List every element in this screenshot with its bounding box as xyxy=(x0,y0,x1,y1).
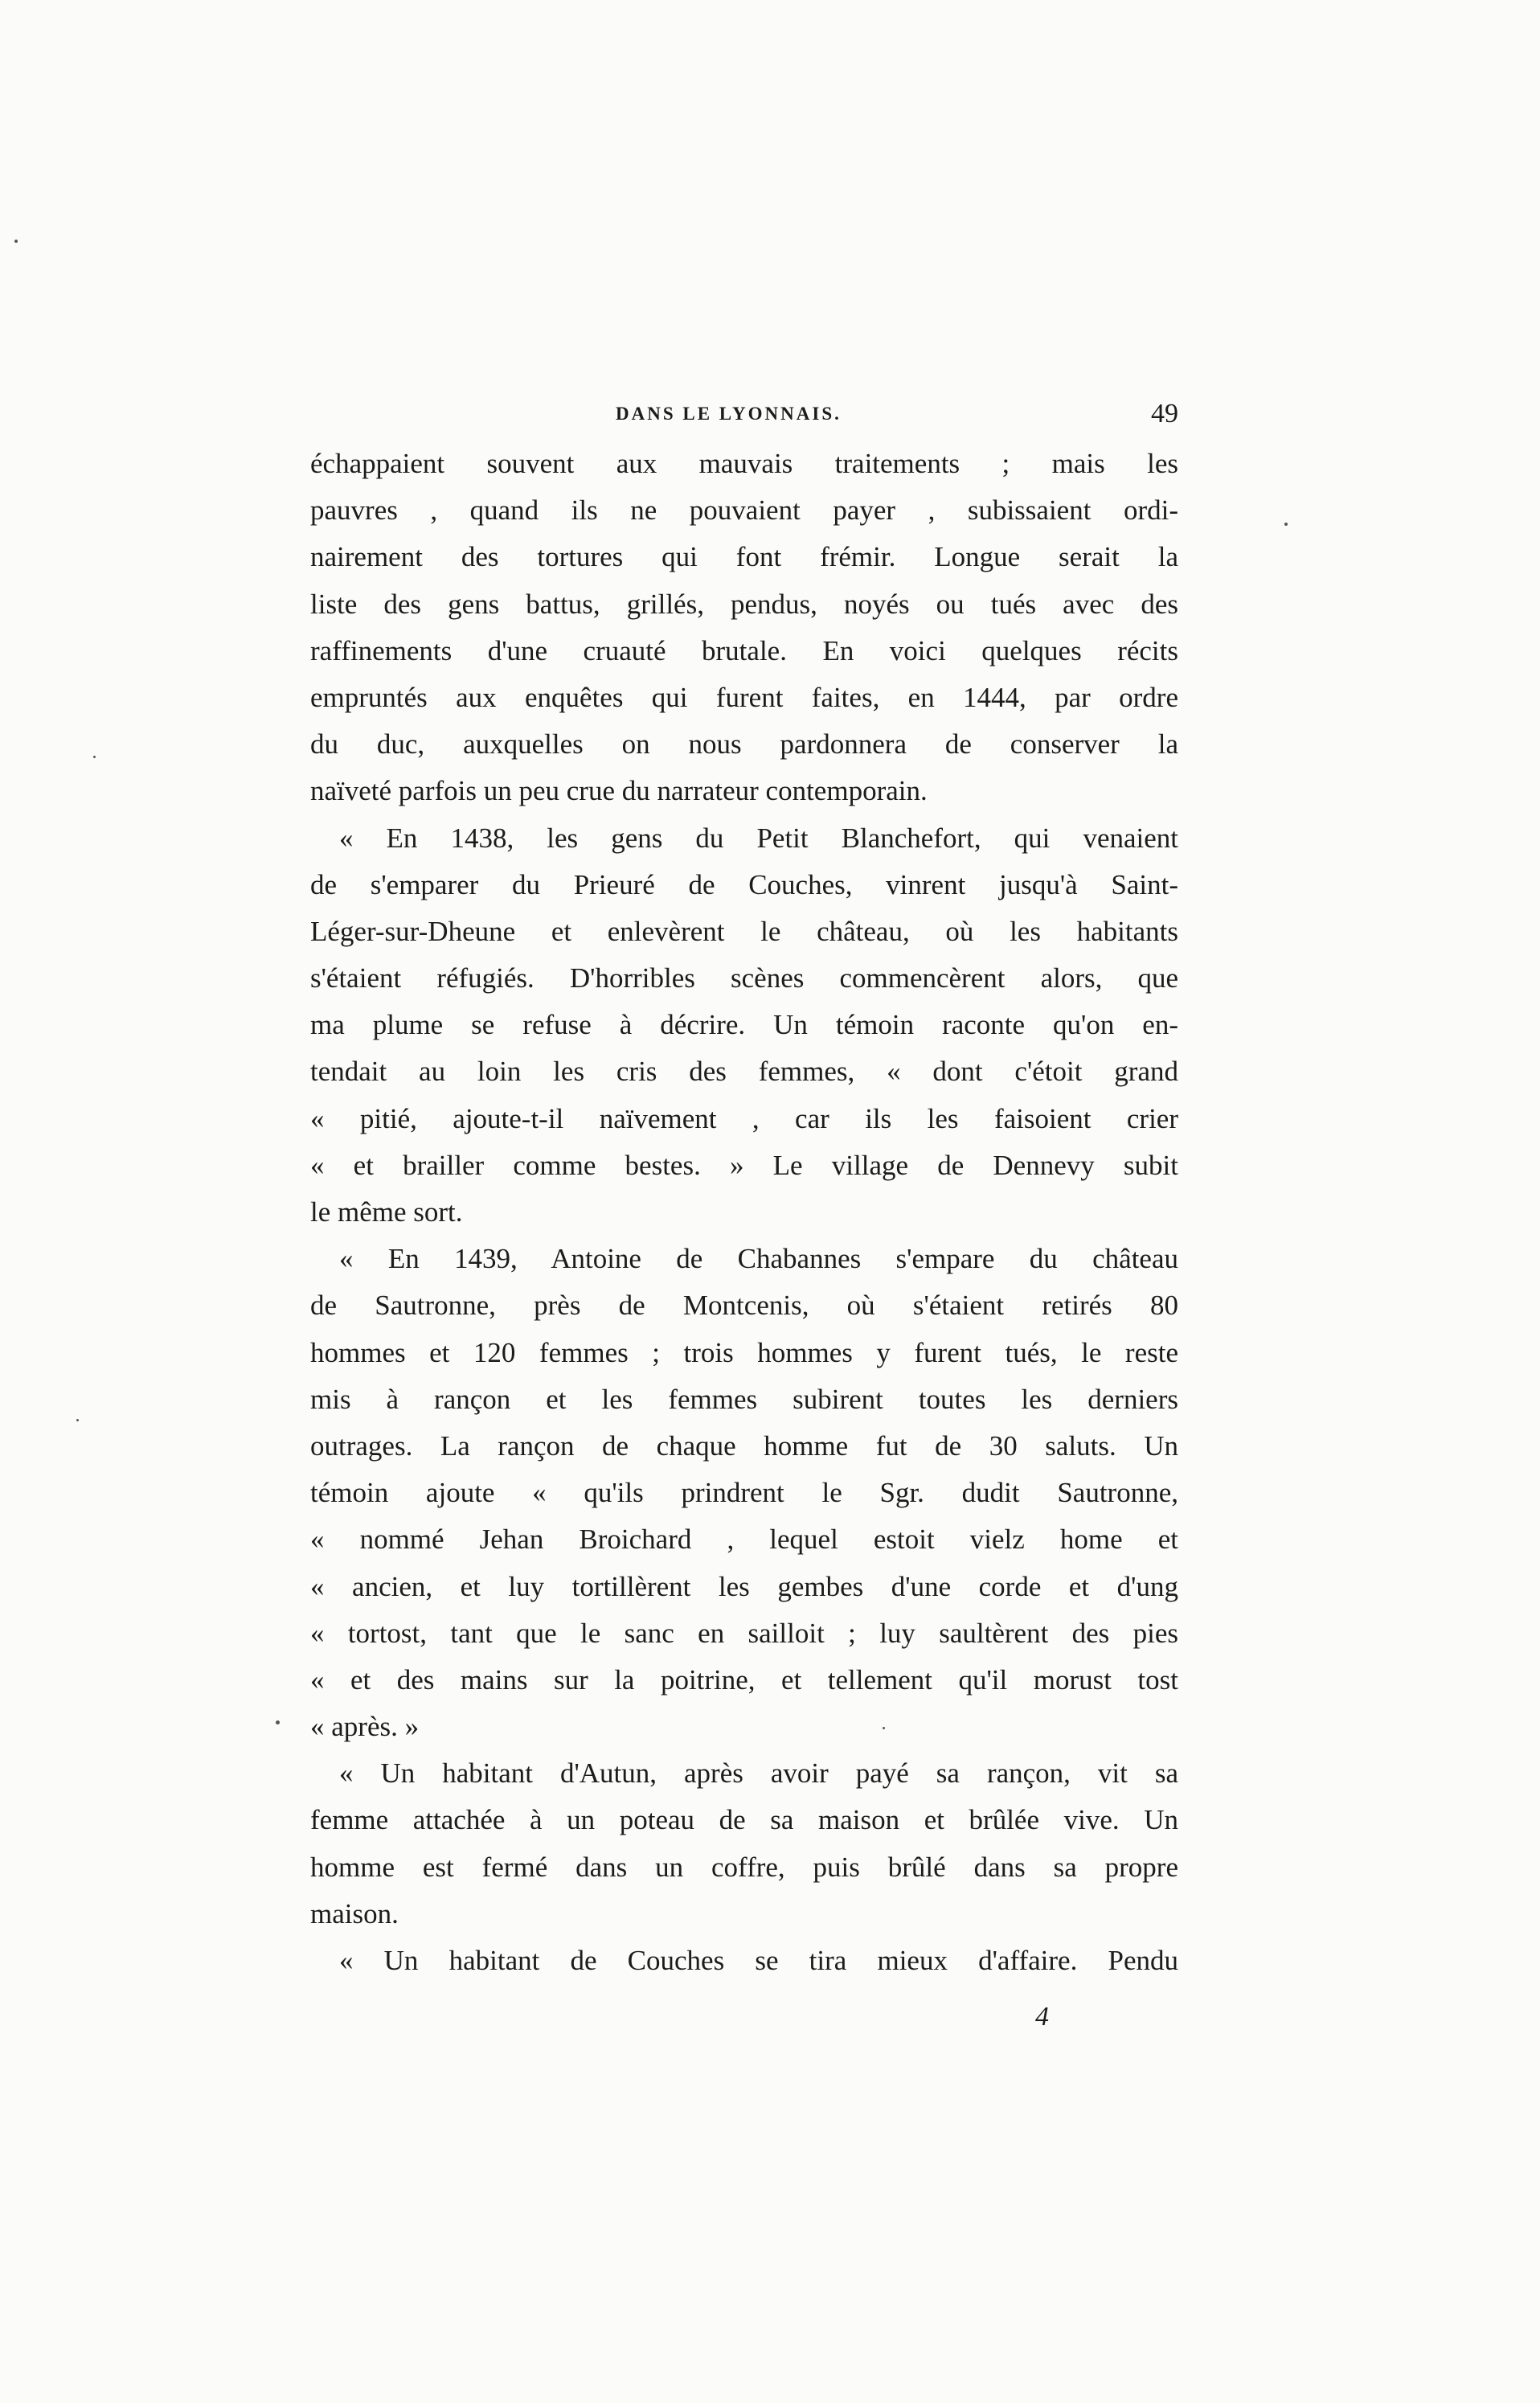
text-line: le même sort. xyxy=(310,1196,463,1228)
text-line: « après. » xyxy=(310,1711,420,1743)
text-line: témoin ajoute « qu'ils prindrent le Sgr. dudit Sautronne, xyxy=(310,1477,1178,1509)
text-line: tendait au loin les cris des femmes, « dont c'étoit grand xyxy=(310,1056,1178,1088)
text-line: du duc, auxquelles on nous pardonnera de conserver la xyxy=(310,728,1178,761)
text-line: « Un habitant de Couches se tira mieux d'affaire. Pendu xyxy=(339,1945,1178,1976)
paragraph xyxy=(310,1938,1178,1984)
running-title: DANS LE LYONNAIS. xyxy=(616,404,842,424)
scan-speck xyxy=(276,1720,280,1724)
scan-speck xyxy=(14,240,18,243)
text-line: outrages. La rançon de chaque homme fut de 30 saluts. Un xyxy=(310,1429,1178,1462)
text-line: hommes et 120 femmes ; trois hommes y furent tués, le reste xyxy=(310,1336,1178,1368)
text-line: nairement des tortures qui font frémir. Longue serait la xyxy=(310,541,1178,573)
text-line: maison. xyxy=(310,1897,399,1929)
text-line: Léger-sur-Dheune et enlevèrent le château, où les habitants xyxy=(310,915,1178,947)
text-line: « En 1438, les gens du Petit Blanchefort, qui venaient xyxy=(339,822,1178,854)
text-line: « Un habitant d'Autun, après avoir payé sa rançon, vit sa xyxy=(339,1757,1178,1790)
scan-speck xyxy=(1284,523,1288,526)
signature-mark: 4 xyxy=(1035,2002,1049,2032)
running-head xyxy=(310,399,1178,436)
paragraph xyxy=(310,815,1178,1236)
text-line: pauvres , quand ils ne pouvaient payer , subissaient ordi- xyxy=(310,494,1178,527)
text-line: empruntés aux enquêtes qui furent faites, en 1444, par ordre xyxy=(310,681,1178,713)
text-line: « et brailler comme bestes. » Le village de Dennevy subit xyxy=(310,1149,1178,1181)
text-line: « tortost, tant que le sanc en sailloit ; luy saultèrent des pies xyxy=(310,1617,1178,1649)
scan-speck xyxy=(883,1727,885,1729)
text-line: raffinements d'une cruauté brutale. En voici quelques récits xyxy=(310,634,1178,666)
text-line: naïveté parfois un peu crue du narrateur contemporain. xyxy=(310,775,928,807)
text-line: s'étaient réfugiés. D'horribles scènes commencèrent alors, que xyxy=(310,962,1178,994)
text-line: de s'emparer du Prieuré de Couches, vinrent jusqu'à Saint- xyxy=(310,868,1178,900)
text-line: « pitié, ajoute-t-il naïvement , car ils les faisoient crier xyxy=(310,1102,1178,1134)
text-line: « ancien, et luy tortillèrent les gembes d'une corde et d'ung xyxy=(310,1570,1178,1602)
text-line: échappaient souvent aux mauvais traitements ; mais les xyxy=(310,448,1178,479)
text-line: de Sautronne, près de Montcenis, où s'étaient retirés 80 xyxy=(310,1290,1178,1322)
text-line: « et des mains sur la poitrine, et tellement qu'il morust tost xyxy=(310,1663,1178,1696)
text-line: « nommé Jehan Broichard , lequel estoit vielz home et xyxy=(310,1523,1178,1556)
text-line: mis à rançon et les femmes subirent toutes les derniers xyxy=(310,1383,1178,1415)
body-text xyxy=(310,441,1178,1984)
text-line: femme attachée à un poteau de sa maison et brûlée vive. Un xyxy=(310,1804,1178,1836)
paragraph xyxy=(310,1236,1178,1750)
paragraph xyxy=(310,441,1178,815)
text-line: liste des gens battus, grillés, pendus, noyés ou tués avec des xyxy=(310,588,1178,620)
text-line: ma plume se refuse à décrire. Un témoin raconte qu'on en- xyxy=(310,1009,1178,1041)
text-line: homme est fermé dans un coffre, puis brûlé dans sa propre xyxy=(310,1851,1178,1883)
scan-speck xyxy=(93,756,96,758)
page-number: 49 xyxy=(1151,399,1178,429)
paragraph xyxy=(310,1750,1178,1938)
scan-speck xyxy=(76,1419,79,1421)
text-line: « En 1439, Antoine de Chabannes s'empare du château xyxy=(339,1243,1178,1275)
